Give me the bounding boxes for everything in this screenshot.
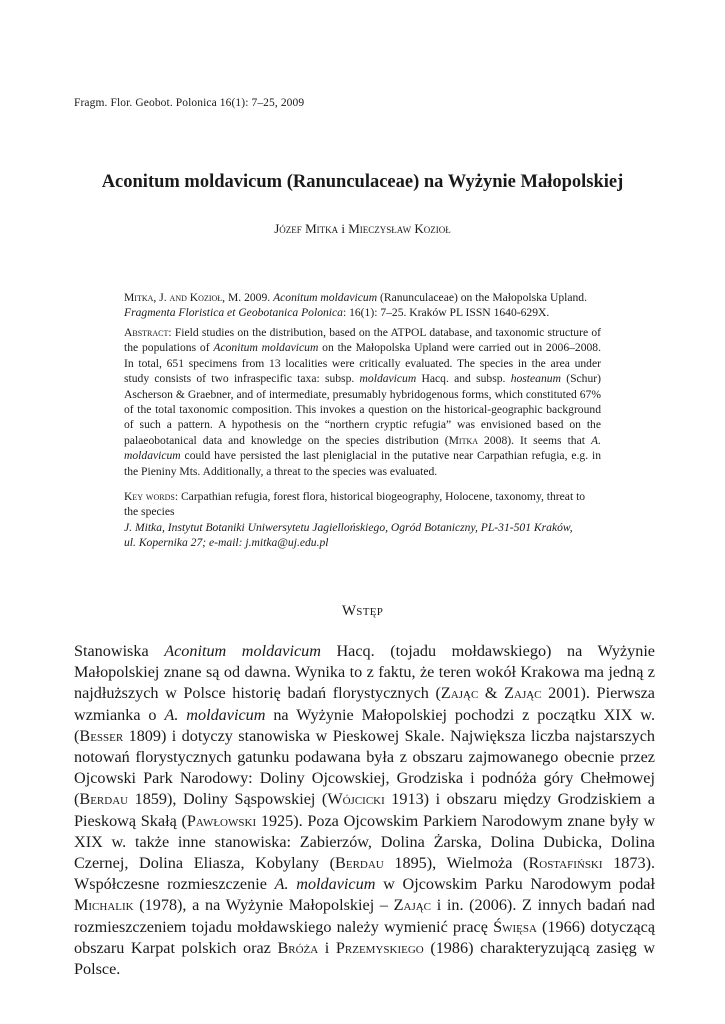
intro-text: (1966) dotyczącą obszaru Karpat polskich oraz bbox=[74, 917, 656, 957]
intro-reference: Besser bbox=[79, 726, 124, 745]
abstract-label: Abstract bbox=[124, 326, 169, 339]
intro-text: 2001). Pierwsza wzmianka o bbox=[74, 684, 655, 724]
intro-reference: Zając bbox=[440, 684, 479, 703]
author-line bbox=[0, 221, 725, 237]
citation-initial-1: , J. bbox=[153, 291, 167, 304]
intro-text: 1913) i obszaru między Grodziskiem a Pieskową Skałą ( bbox=[74, 790, 655, 830]
intro-reference: Berdau bbox=[335, 854, 384, 873]
author-1-first-name: Józef bbox=[274, 221, 302, 236]
abstract-text: could have persisted the last pleniglacial in the putative near Carpathian refugia, e.g. in the Pieniny Mts. Additionally, a threat to the species was evaluated. bbox=[124, 449, 601, 478]
abstract-taxon: A. moldavicum bbox=[124, 433, 601, 463]
abstract-text: : Field studies on the distribution, based on the ATPOL database, and taxonomic structure of the populations of bbox=[124, 326, 601, 355]
intro-text: i bbox=[318, 938, 336, 957]
citation-author-1: Mitka bbox=[124, 291, 154, 304]
intro-text: & bbox=[478, 684, 505, 703]
section-heading: Wstęp bbox=[341, 603, 384, 619]
abstract-subspecies: hosteanum bbox=[510, 372, 561, 386]
abstract-text: Hacq. and subsp. bbox=[416, 372, 511, 386]
citation-year: , M. 2009. bbox=[222, 291, 271, 304]
citation-author-2: Kozioł bbox=[189, 291, 223, 304]
citation-and: and bbox=[169, 291, 187, 304]
intro-reference: Bróża bbox=[277, 938, 319, 957]
citation-title-rest: (Ranunculaceae) on the Małopolska Upland. bbox=[377, 291, 587, 304]
address-line-2: ul. Kopernika 27; e-mail: j.mitka@uj.edu.pl bbox=[124, 536, 329, 550]
citation-issue: : 16(1): 7–25. Kraków PL ISSN 1640-629X. bbox=[342, 306, 550, 320]
intro-reference: Rostafiński bbox=[528, 854, 603, 873]
abstract-text: on the Małopolska Upland were carried out in 2006–2008. In total, 651 specimens from 13 localities were critically evaluated. The species in the area under study consists of two infraspecific taxa: subsp. bbox=[124, 341, 602, 386]
intro-text: (1978), a na Wyżynie Małopolskiej – bbox=[133, 896, 394, 915]
author-joiner: i bbox=[341, 221, 345, 236]
keywords-text: : Carpathian refugia, forest flora, historical biogeography, Holocene, taxonomy, threat to the species bbox=[124, 490, 586, 519]
keywords bbox=[124, 489, 601, 520]
intro-reference: Pawłowski bbox=[186, 811, 257, 830]
intro-text: 1895), Wielmoża ( bbox=[383, 854, 529, 873]
journal-citation-header: Fragm. Flor. Geobot. Polonica 16(1): 7–25, 2009 bbox=[74, 97, 305, 109]
intro-text: na Wyżynie Małopolskiej pochodzi z początku XIX w. ( bbox=[74, 705, 655, 745]
intro-reference: Zając bbox=[393, 896, 432, 915]
intro-text: (1986) charakteryzującą zasięg w Polsce. bbox=[74, 938, 656, 979]
intro-reference: Święsa bbox=[493, 917, 537, 936]
author-1-last-name: Mitka bbox=[305, 221, 339, 236]
address-line-1: J. Mitka, Instytut Botaniki Uniwersytetu Jagiellońskiego, Ogród Botaniczny, PL-31-501 Kraków, bbox=[124, 521, 573, 534]
intro-paragraph bbox=[74, 641, 655, 980]
author-2-last-name: Kozioł bbox=[414, 221, 451, 236]
abstract bbox=[124, 325, 601, 479]
intro-reference: Wójcicki bbox=[327, 790, 385, 809]
citation-taxon: Aconitum moldavicum bbox=[273, 291, 378, 304]
intro-reference: Michalik bbox=[74, 896, 134, 915]
intro-reference: Zając bbox=[504, 684, 542, 703]
author-2-first-name: Mieczysław bbox=[348, 221, 412, 236]
intro-taxon: A. moldavicum bbox=[164, 705, 266, 724]
intro-reference: Berdau bbox=[79, 790, 129, 809]
intro-text: i in. (2006). Z innych badań nad rozmieszczeniem tojadu mołdawskiego należy wymienić pracę bbox=[74, 896, 655, 936]
abstract-taxon: Aconitum moldavicum bbox=[213, 341, 319, 355]
intro-text: w Ojcowskim Parku Narodowym podał bbox=[375, 875, 655, 894]
abstract-text: (Schur) Ascherson & Graebner, and of intermediate, presumably hybridogenous forms, which constituted 67% of the total taxonomic composition. This invokes a question on the historical-geographic background of such a pattern. A hypothesis on the “northern cryptic refugia” was envisioned based on the palaeobotanical data and knowledge on the species distribution ( bbox=[124, 372, 601, 447]
intro-taxon: Aconitum moldavicum bbox=[164, 642, 321, 660]
intro-text: Stanowiska bbox=[74, 642, 165, 660]
abstract-text: 2008). It seems that bbox=[478, 433, 591, 447]
intro-taxon: A. moldavicum bbox=[274, 875, 376, 894]
abstract-subspecies: moldavicum bbox=[359, 372, 417, 386]
bibliographic-citation bbox=[124, 290, 601, 321]
abstract-reference: Mitka bbox=[448, 433, 479, 447]
citation-journal: Fragmenta Floristica et Geobotanica Polonica bbox=[124, 306, 343, 320]
article-title: Aconitum moldavicum (Ranunculaceae) na Wyżynie Małopolskiej bbox=[101, 172, 624, 192]
intro-text: 1859), Doliny Sąspowskiej ( bbox=[128, 790, 328, 809]
intro-reference: Przemyskiego bbox=[335, 938, 424, 957]
author-address bbox=[124, 520, 601, 551]
keywords-label: Key words bbox=[124, 490, 175, 503]
intro-text: Hacq. (tojadu mołdawskiego) na Wyżynie Małopolskiej znane są od dawna. Wynika to z faktu, że teren wokół Krakowa ma jedną z najdłuższych w Polsce historię badań florystycznych ( bbox=[74, 642, 655, 703]
intro-text: 1873). Współczesne rozmieszczenie bbox=[74, 854, 656, 894]
intro-text: 1809) i dotyczy stanowiska w Pieskowej Skale. Największa liczba najstarszych notowań florystycznych gatunku podawana była z obszaru zajmowanego obecnie przez Ojcowski Park Narodowy: Doliny Ojcowskiej, Grodziska i podnóża góry Chełmowej ( bbox=[74, 726, 655, 809]
intro-text: 1925). Poza Ojcowskim Parkiem Narodowym znane były w XIX w. także inne stanowiska: Zabierzów, Dolina Żarska, Dolina Dubicka, Dolina Czernej, Dolina Eliasza, Kobylany ( bbox=[74, 811, 656, 873]
